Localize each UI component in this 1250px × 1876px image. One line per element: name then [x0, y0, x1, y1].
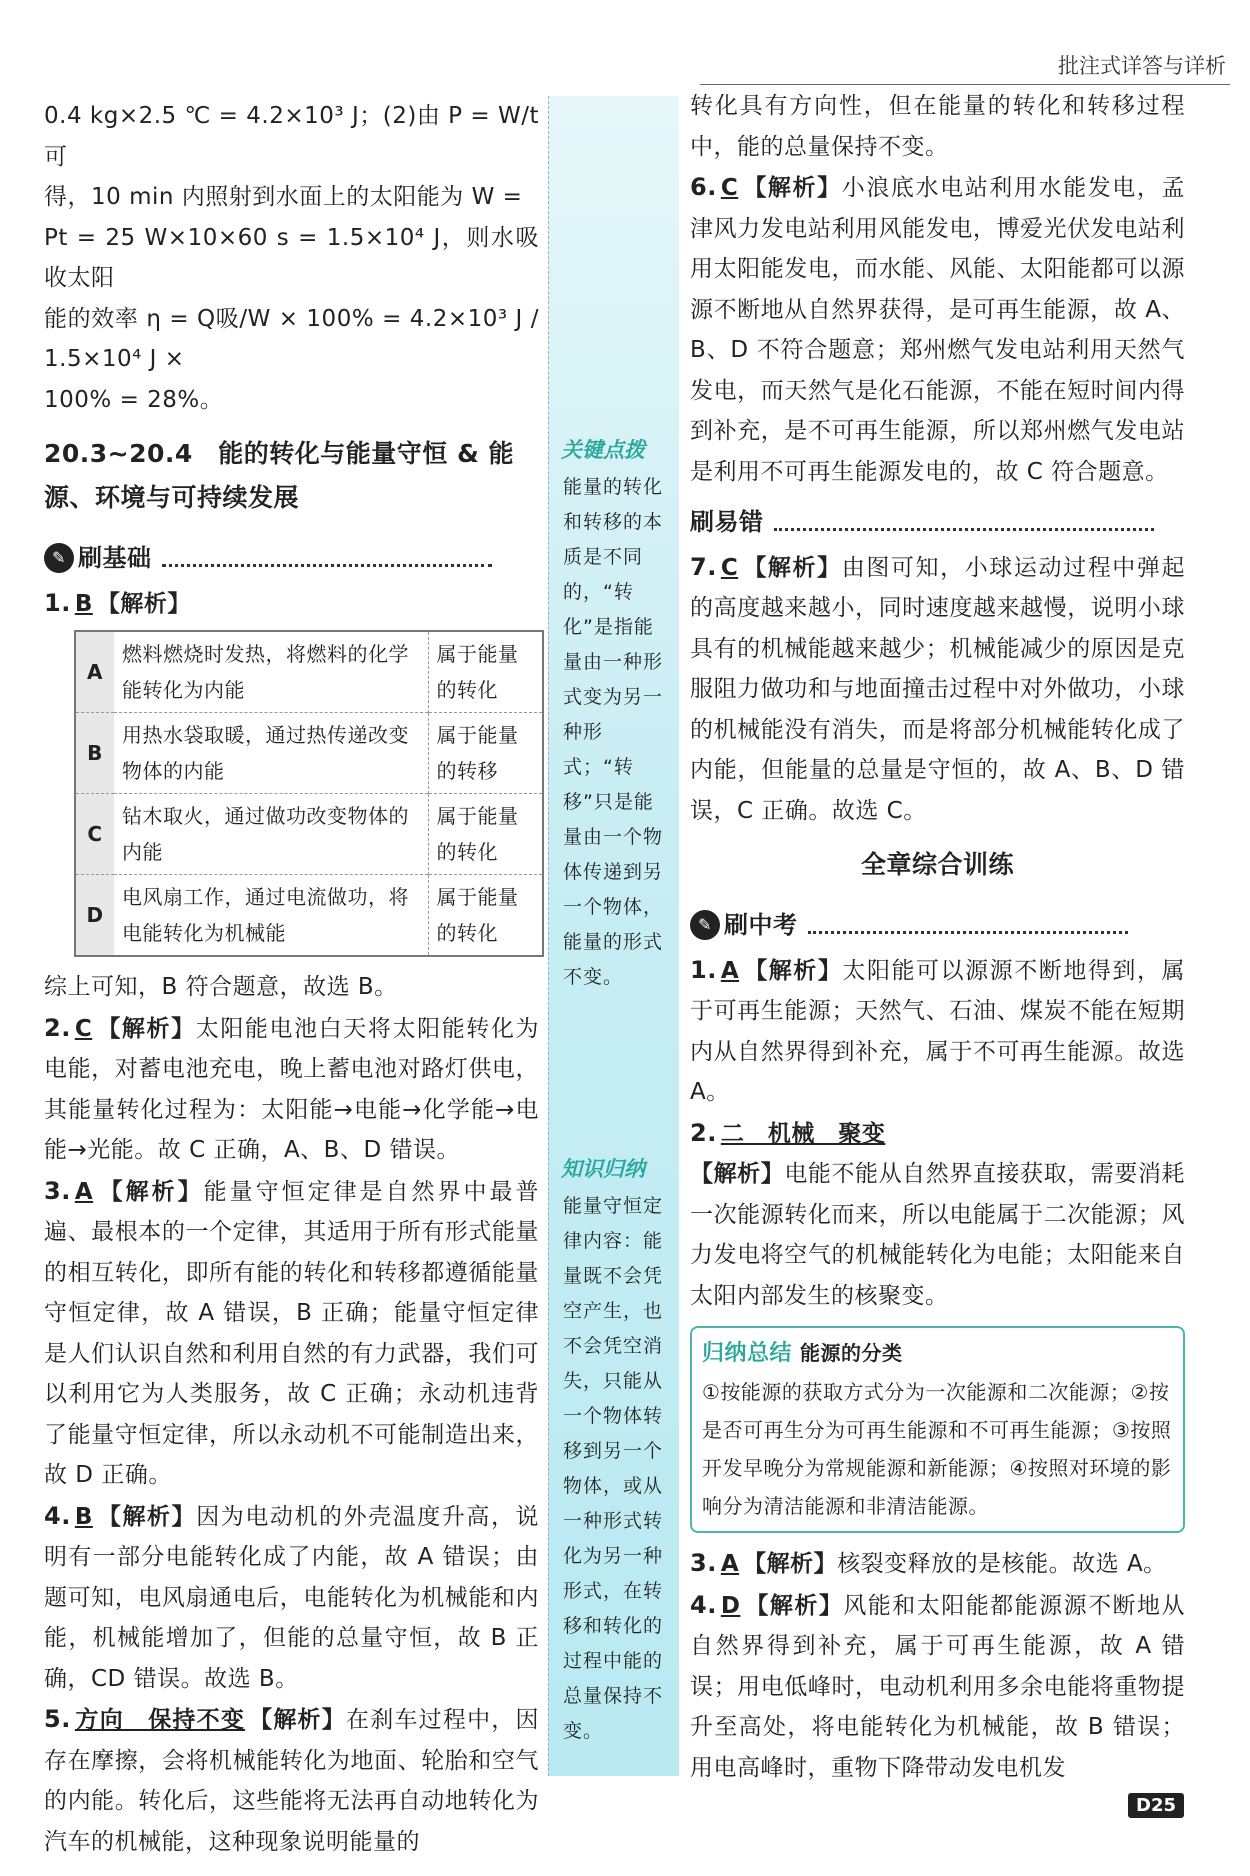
page-number: D25	[1128, 1793, 1184, 1818]
section-title: 20.3~20.4 能的转化与能量守恒 & 能源、环境与可持续发展	[44, 439, 515, 512]
table-row	[75, 875, 543, 957]
q-text: 风能和太阳能都能源源不断地从自然界得到补充，属于可再生能源，故 A 错误；用电低峰时，电动机利用多余电能将重物提升至高处，将电能转化为机械能，故 B 错误；用电高峰时，重物下降带动发电机发	[690, 1592, 1186, 1781]
page-header	[0, 0, 1250, 80]
question-1	[44, 583, 539, 625]
q-answer: C	[74, 1015, 93, 1042]
continued-text: 转化具有方向性，但在能量的转化和转移过程中，能的总量保持不变。	[690, 93, 1185, 160]
row-text: 燃料燃烧时发热，将燃料的化学能转化为内能	[114, 631, 428, 713]
q-num: 3.	[44, 1176, 71, 1205]
summary-topic: 能源的分类	[800, 1341, 903, 1365]
q-answer: 二 机械 聚变	[720, 1120, 886, 1147]
badge-label: 刷易错	[690, 508, 764, 536]
tip-heading: 知识归纳	[561, 1157, 645, 1181]
tip-text: 能量的转化和转移的本质是不同的，“转化”是指能量由一种形式变为另一种形式；“转移”只是能量由一个物体传递到另一个物体，能量的形式不变。	[563, 476, 664, 988]
badge-basic	[44, 538, 492, 579]
q-answer: D	[720, 1592, 741, 1619]
exam-question-3	[690, 1543, 1185, 1585]
book-icon: ✎	[690, 910, 720, 940]
row-text: 用热水袋取暖，通过热传递改变物体的内能	[114, 713, 428, 794]
q-text: 电能不能从自然界直接获取，需要消耗一次能源转化而来，所以电能属于二次能源；风力发电将空气的机械能转化为电能；太阳能来自太阳内部发生的核聚变。	[690, 1161, 1186, 1309]
badge-exam	[690, 905, 1128, 946]
q1-conclusion: 综上可知，B 符合题意，故选 B。	[44, 974, 398, 1000]
row-text: 钻木取火，通过做功改变物体的内能	[114, 794, 428, 875]
question-5	[44, 1699, 539, 1862]
intro-line: Pt = 25 W×10×60 s = 1.5×10⁴ J，则水吸收太阳	[44, 224, 539, 291]
q-answer: C	[720, 175, 739, 201]
exam-question-1	[690, 950, 1185, 1113]
row-result: 属于能量的转化	[436, 804, 519, 864]
left-column	[44, 96, 539, 1862]
header-title: 批注式详答与详析	[1058, 54, 1226, 78]
q-num: 7.	[690, 552, 717, 581]
summary-head: 归纳总结	[702, 1341, 793, 1366]
q-tag: 【解析】	[97, 1178, 204, 1205]
q-tag: 【解析】	[249, 1707, 346, 1733]
q-text: 在刹车过程中，因存在摩擦，会将机械能转化为地面、轮胎和空气的内能。转化后，这些能将无法再自动地转化为汽车的机械能，这种现象说明能量的	[44, 1707, 540, 1855]
table-row	[75, 631, 543, 713]
book-icon: ✎	[44, 543, 74, 573]
tip-heading: 关键点拨	[561, 438, 645, 462]
q-answer: 方向 保持不变	[74, 1707, 246, 1733]
row-text: 电风扇工作，通过电流做功，将电能转化为机械能	[114, 875, 428, 957]
q-text: 能量守恒定律是自然界中最普遍、最根本的一个定律，其适用于所有形式能量的相互转化，即所有能的转化和转移都遵循能量守恒定律，故 A 错误，B 正确；能量守恒定律是人们认识自然和利用自然的有力武器，我们可以利用它为人类服务，故 C 正确；永动机违背了能量守恒定律，所以永动机不可能制造出来，故 D 正确。	[44, 1178, 540, 1488]
dotted-rule	[774, 514, 1154, 531]
q-text: 小浪底水电站利用水能发电，孟津风力发电站利用风能发电，博爱光伏发电站利用太阳能发电，而水能、风能、太阳能都可以源源不断地从自然界获得，是可再生能源，故 A、B、D 不符合题意；郑州燃气发电站利用天然气发电，而天然气是化石能源，不能在短时间内得到补充，是不可再生能源，所以郑州燃气发电站是利用不可再生能源发电的，故 C 符合题意。	[690, 175, 1186, 485]
chapter-title: 全章综合训练	[860, 850, 1014, 879]
question-7	[690, 547, 1185, 832]
badge-error	[690, 502, 1154, 543]
q-tag: 【解析】	[96, 590, 191, 617]
exam-question-4	[690, 1585, 1185, 1789]
q-answer: B	[74, 1503, 93, 1530]
q-text: 核裂变释放的是核能。故选 A。	[837, 1551, 1167, 1577]
summary-text: ①按能源的获取方式分为一次能源和二次能源；②按是否可再生分为可再生能源和不可再生能源；③按照开发早晚分为常规能源和新能源；④按照对环境的影响分为清洁能源和非清洁能源。	[702, 1380, 1172, 1518]
q-answer: C	[720, 554, 739, 581]
q-num: 4.	[690, 1590, 717, 1619]
q-num: 1.	[44, 588, 71, 617]
header-rule	[700, 84, 1230, 85]
intro-line: 得，10 min 内照射到水面上的太阳能为 W =	[44, 184, 523, 210]
q-num: 2.	[690, 1118, 717, 1147]
q-num: 1.	[690, 955, 717, 984]
q-num: 6.	[690, 173, 717, 201]
exam-question-2-analysis	[690, 1154, 1185, 1316]
question-6	[690, 167, 1185, 492]
q-num: 2.	[44, 1013, 71, 1042]
dotted-rule	[162, 550, 492, 567]
q-tag: 【解析】	[96, 1015, 196, 1042]
intro-line: 0.4 kg×2.5 ℃ = 4.2×10³ J；(2)由 P = W/t 可	[44, 103, 539, 170]
q-tag: 【解析】	[96, 1503, 197, 1530]
q-text: 太阳能电池白天将太阳能转化为电能，对蓄电池充电，晚上蓄电池对路灯供电，其能量转化过程为：太阳能→电能→化学能→电能→光能。故 C 正确，A、B、D 错误。	[44, 1015, 540, 1163]
q-num: 5.	[44, 1705, 71, 1733]
badge-label: 刷基础	[78, 544, 152, 572]
q-tag: 【解析】	[742, 175, 842, 201]
tip-text: 能量守恒定律内容：能量既不会凭空产生，也不会凭空消失，只能从一个物体转移到另一个物体，或从一种形式转化为另一种形式，在转移和转化的过程中能的总量保持不变。	[563, 1195, 664, 1742]
side-spacer	[549, 96, 679, 426]
row-result: 属于能量的转移	[436, 723, 519, 783]
q-tag: 【解析】	[744, 1592, 844, 1619]
q-answer: A	[720, 957, 740, 984]
q-answer: B	[74, 590, 93, 617]
options-table	[74, 630, 544, 957]
row-result: 属于能量的转化	[436, 642, 519, 702]
q-text: 由图可知，小球运动过程中弹起的高度越来越小，同时速度越来越慢，说明小球具有的机械能越来越少；机械能减少的原因是克服阻力做功和与地面撞击过程中对外做功，小球的机械能没有消失，而是将部分机械能转化成了内能，但能量的总量是守恒的，故 A、B、D 错误，C 正确。故选 C。	[690, 554, 1186, 824]
row-label: B	[75, 713, 114, 794]
table-row	[75, 794, 543, 875]
summary-box	[690, 1326, 1185, 1533]
row-label: A	[75, 631, 114, 713]
q-num: 3.	[690, 1549, 717, 1577]
q-answer: A	[720, 1551, 740, 1577]
intro-line: 能的效率 η = Q吸/W × 100% = 4.2×10³ J / 1.5×10⁴ J ×	[44, 305, 539, 372]
row-result: 属于能量的转化	[436, 885, 519, 945]
table-row	[75, 713, 543, 794]
right-column	[690, 86, 1185, 1788]
question-2	[44, 1008, 539, 1171]
q-num: 4.	[44, 1501, 71, 1530]
summary-header	[702, 1334, 1173, 1373]
q-text: 太阳能可以源源不断地得到，属于可再生能源；天然气、石油、煤炭不能在短期内从自然界得到补充，属于不可再生能源。故选 A。	[690, 957, 1186, 1105]
q-answer: A	[74, 1178, 94, 1205]
side-notes	[548, 96, 679, 1776]
row-label: C	[75, 794, 114, 875]
side-spacer	[549, 995, 679, 1145]
q-text: 因为电动机的外壳温度升高，说明有一部分电能转化成了内能，故 A 错误；由题可知，电风扇通电后，电能转化为机械能和内能，机械能增加了，但能的总量守恒，故 B 正确，CD 错误。故选 B。	[44, 1503, 540, 1692]
q-tag: 【解析】	[743, 1551, 838, 1577]
q-tag: 【解析】	[690, 1161, 785, 1187]
q-tag: 【解析】	[742, 554, 842, 581]
q-tag: 【解析】	[743, 957, 843, 984]
exam-question-2	[690, 1113, 1185, 1155]
row-label: D	[75, 875, 114, 957]
question-4	[44, 1496, 539, 1700]
badge-label: 刷中考	[724, 911, 798, 939]
intro-line: 100% = 28%。	[44, 386, 224, 413]
question-3	[44, 1171, 539, 1496]
dotted-rule	[808, 917, 1128, 934]
